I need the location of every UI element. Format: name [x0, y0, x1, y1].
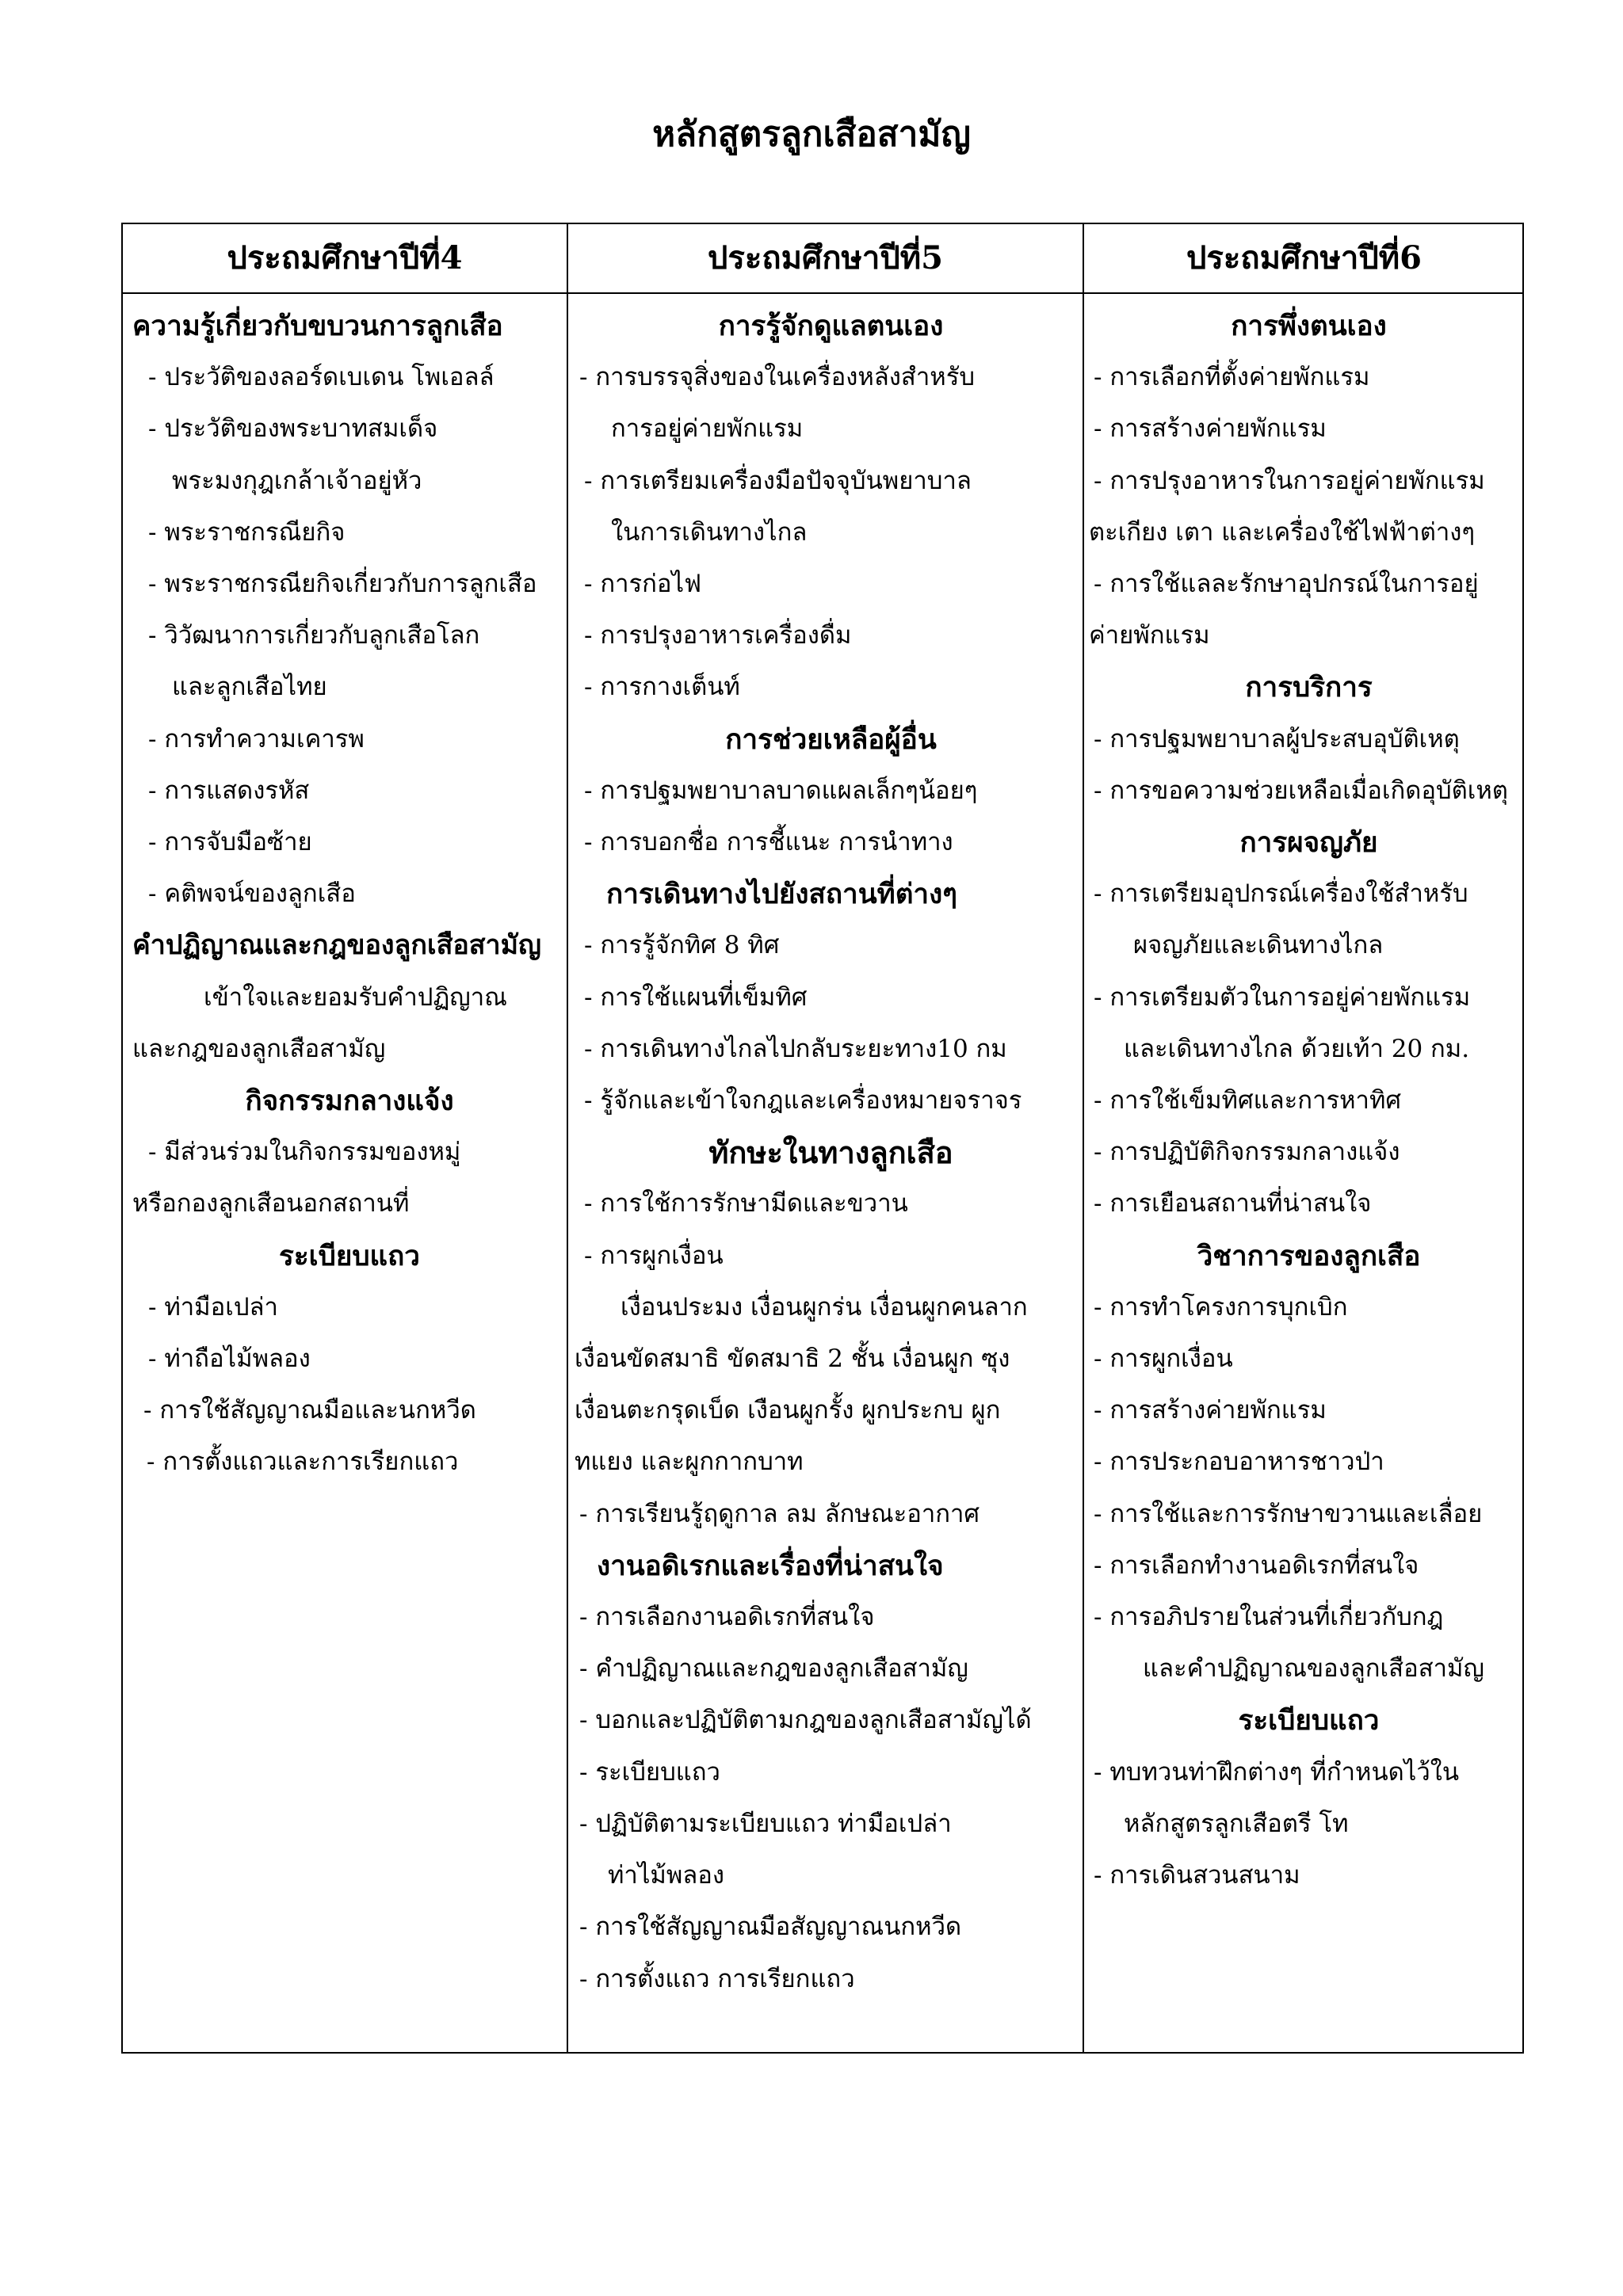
list-item: - การบอกชื่อ การชี้แนะ การนำทาง [584, 828, 953, 857]
list-item: - พระราชกรณียกิจ [148, 517, 346, 547]
list-item: - การปรุงอาหารเครื่องดื่ม [584, 621, 852, 650]
list-item-continuation: ท่าไม้พลอง [608, 1861, 725, 1890]
list-item: - คติพจน์ของลูกเสือ [148, 879, 356, 909]
column-grade-5 [568, 300, 1083, 2005]
list-item: - รู้จักและเข้าใจกฎและเครื่องหมายจราจร [584, 1086, 1022, 1116]
header-grade-6: ประถมศึกษาปีที่6 [1186, 239, 1422, 277]
list-item: - การก่อไฟ [584, 570, 702, 599]
list-item: - ท่าถือไม้พลอง [148, 1344, 311, 1374]
list-item-continuation: ตะเกียง เตา และเครื่องใช้ไฟฟ้าต่างๆ [1089, 517, 1476, 547]
list-item-continuation: การอยู่ค่ายพักแรม [611, 414, 804, 444]
list-item: - ประวัติของพระบาทสมเด็จ [148, 414, 438, 444]
list-item: - การเดินทางไกลไปกลับระยะทาง10 กม [584, 1034, 1007, 1063]
section-heading: การพึ่งตนเอง [1231, 310, 1387, 342]
list-item: - การใช้การรักษามีดและขวาน [584, 1189, 908, 1219]
paragraph-line: เงื่อนประมง เงื่อนผูกร่น เงื่อนผูกคนลาก [621, 1292, 1028, 1322]
header-grade-4: ประถมศึกษาปีที่4 [227, 239, 463, 277]
list-item: - การเตรียมตัวในการอยู่ค่ายพักแรม [1094, 982, 1471, 1012]
paragraph-line: เงื่อนตะกรุดเบ็ด เงือนผูกรั้ง ผูกประกบ ผูก [575, 1396, 1001, 1425]
list-item-continuation: และคำปฏิญาณของลูกเสือสามัญ [1143, 1654, 1484, 1684]
list-item: - ปฏิบัติตามระเบียบแถว ท่ามือเปล่า [579, 1809, 952, 1838]
curriculum-table [121, 223, 1524, 2054]
list-item: - วิวัฒนาการเกี่ยวกับลูกเสือโลก [148, 621, 480, 650]
list-item: - การปฐมพยาบาลบาดแผลเล็กๆน้อยๆ [584, 776, 978, 805]
section-heading: การเดินทางไปยังสถานที่ต่างๆ [606, 878, 957, 911]
section-heading: การผจญภัย [1239, 826, 1378, 860]
section-heading: การช่วยเหลือผู้อื่น [725, 723, 937, 756]
list-item: - การเลือกที่ตั้งค่ายพักแรม [1094, 363, 1370, 392]
list-item-continuation: และเดินทางไกล ด้วยเท้า 20 กม. [1124, 1034, 1470, 1063]
paragraph-line: เข้าใจและยอมรับคำปฏิญาณ [204, 982, 507, 1012]
list-item: - การทำความเคารพ [148, 724, 365, 753]
column-grade-6 [1084, 300, 1524, 1901]
list-item-continuation: พระมงกุฎเกล้าเจ้าอยู่หัว [172, 466, 422, 495]
list-item: - การสร้างค่ายพักแรม [1094, 1396, 1327, 1425]
list-item: - การใช้สัญญาณมือและนกหวีด [143, 1396, 476, 1425]
page-title: หลักสูตรลูกเสือสามัญ [652, 114, 971, 154]
list-item: - การเดินสวนสนาม [1094, 1861, 1300, 1890]
section-heading: การบริการ [1245, 671, 1373, 704]
list-item: - การเลือกงานอดิเรกที่สนใจ [579, 1603, 875, 1632]
list-item: - การประกอบอาหารชาวป่า [1094, 1447, 1384, 1477]
list-item: - การกางเต็นท์ [584, 673, 740, 702]
list-item: - การเยือนสถานที่น่าสนใจ [1094, 1189, 1372, 1219]
list-item: - การแสดงรหัส [148, 776, 310, 805]
list-item: - การตั้งแถว การเรียกแถว [579, 1964, 855, 1993]
section-heading: วิชาการของลูกเสือ [1197, 1239, 1421, 1272]
list-item-continuation: หลักสูตรลูกเสือตรี โท [1124, 1809, 1349, 1838]
list-item: - การปรุงอาหารในการอยู่ค่ายพักแรม [1094, 466, 1485, 495]
list-item: - การใช้สัญญาณมือสัญญาณนกหวีด [579, 1913, 962, 1942]
list-item: - การเรียนรู้ฤดูกาล ลม ลักษณะอากาศ [579, 1499, 980, 1528]
list-item: - ระเบียบแถว [579, 1757, 720, 1787]
section-heading: ระเบียบแถว [279, 1239, 420, 1272]
list-item: - การเลือกทำงานอดิเรกที่สนใจ [1094, 1550, 1419, 1580]
list-item: - การขอความช่วยเหลือเมื่อเกิดอุบัติเหตุ [1094, 776, 1508, 805]
list-item: - การผูกเงื่อน [1094, 1344, 1233, 1374]
list-item: - มีส่วนร่วมในกิจกรรมของหมู่ [148, 1138, 461, 1167]
list-item: - การใช้แลละรักษาอุปกรณ์ในการอยู่ [1094, 570, 1479, 599]
paragraph-line: เงื่อนขัดสมาธิ ขัดสมาธิ 2 ชั้น เงื่อนผูก ซุง [575, 1344, 1010, 1374]
list-item: - การสร้างค่ายพักแรม [1094, 414, 1327, 444]
list-item: - การอภิปรายในส่วนที่เกี่ยวกับกฎ [1094, 1603, 1444, 1632]
section-heading: ระเบียบแถว [1238, 1704, 1380, 1737]
list-item: - การปฐมพยาบาลผู้ประสบอุบัติเหตุ [1094, 724, 1460, 753]
section-heading: การรู้จักดูแลตนเอง [718, 310, 944, 342]
column-grade-4 [123, 300, 567, 1489]
list-item: - บอกและปฏิบัติตามกฎของลูกเสือสามัญได้ [579, 1706, 1032, 1735]
section-heading: คำปฏิญาณและกฎของลูกเสือสามัญ [132, 929, 541, 962]
section-heading: งานอดิเรกและเรื่องที่น่าสนใจ [597, 1549, 944, 1582]
list-item: - การเตรียมเครื่องมือปัจจุบันพยาบาล [584, 466, 972, 495]
paragraph-line: ทแยง และผูกกากบาท [575, 1447, 804, 1477]
header-divider [123, 292, 1522, 294]
list-item: - ประวัติของลอร์ดเบเดน โพเอลล์ [148, 363, 495, 392]
list-item-continuation: และลูกเสือไทย [172, 673, 327, 702]
list-item-continuation: หรือกองลูกเสือนอกสถานที่ [132, 1189, 410, 1219]
list-item: - การรู้จักทิศ 8 ทิศ [584, 931, 780, 960]
list-item-continuation: ค่ายพักแรม [1089, 621, 1210, 650]
list-item: - การผูกเงื่อน [584, 1241, 724, 1270]
list-item: - การปฏิบัติกิจกรรมกลางแจ้ง [1094, 1138, 1400, 1167]
list-item-continuation: ผจญภัยและเดินทางไกล [1133, 931, 1384, 960]
list-item-continuation: ในการเดินทางไกล [611, 517, 808, 547]
section-heading: กิจกรรมกลางแจ้ง [245, 1085, 454, 1118]
list-item: - การตั้งแถวและการเรียกแถว [147, 1447, 459, 1477]
list-item: - คำปฏิญาณและกฎของลูกเสือสามัญ [579, 1654, 968, 1684]
list-item: - พระราชกรณียกิจเกี่ยวกับการลูกเสือ [148, 570, 537, 599]
list-item: - การใช้แผนที่เข็มทิศ [584, 982, 808, 1012]
list-item: - การใช้เข็มทิศและการหาทิศ [1094, 1086, 1402, 1116]
list-item: - การเตรียมอุปกรณ์เครื่องใช้สำหรับ [1094, 879, 1468, 909]
paragraph-line: และกฎของลูกเสือสามัญ [132, 1034, 386, 1063]
list-item: - ท่ามือเปล่า [148, 1292, 278, 1322]
list-item: - การทำโครงการบุกเบิก [1094, 1292, 1348, 1322]
header-grade-5: ประถมศึกษาปีที่5 [708, 239, 943, 277]
list-item: - การใช้และการรักษาขวานและเลื่อย [1094, 1499, 1483, 1528]
section-heading: ทักษะในทางลูกเสือ [708, 1135, 953, 1171]
list-item: - การบรรจุสิ่งของในเครื่องหลังสำหรับ [579, 363, 976, 392]
list-item: - การจับมือซ้าย [148, 828, 312, 857]
list-item: - ทบทวนท่าฝึกต่างๆ ที่กำหนดไว้ใน [1094, 1757, 1460, 1787]
section-heading: ความรู้เกี่ยวกับขบวนการลูกเสือ [132, 310, 503, 342]
